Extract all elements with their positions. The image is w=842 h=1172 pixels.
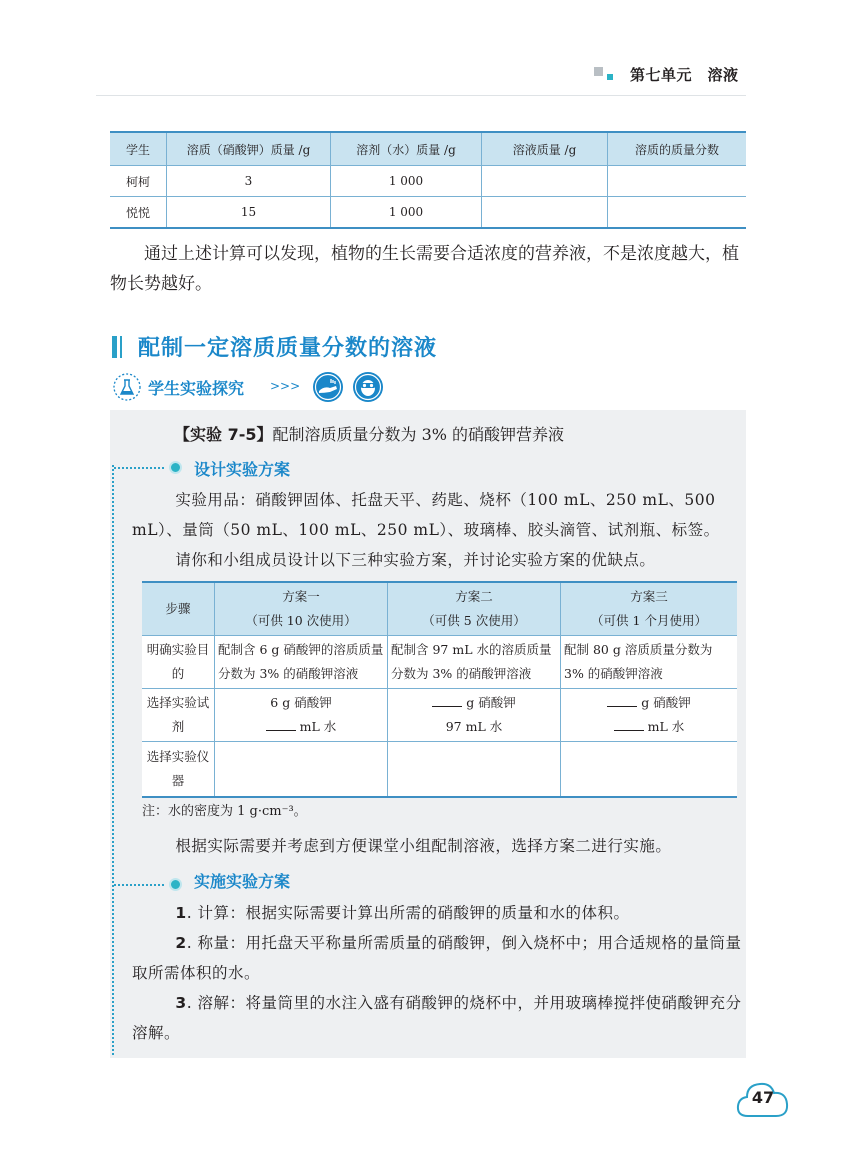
- section-bar-icon: [120, 336, 122, 358]
- hand-wash-icon: [312, 371, 344, 403]
- design-heading: 设计实验方案: [194, 460, 291, 479]
- table-cell: 柯柯: [110, 166, 167, 197]
- dotted-connector: [114, 467, 164, 469]
- materials-text: 实验用品：硝酸钾固体、托盘天平、药匙、烧杯（100 mL、250 mL、500 mL）、量筒（50 mL、100 mL、250 mL）、玻璃棒、胶头滴管、试剂瓶、标签。: [132, 491, 720, 539]
- plan-name: 方案一: [282, 589, 320, 604]
- table-cell: 配制含 6 g 硝酸钾的溶质质量分数为 3% 的硝酸钾溶液: [215, 636, 388, 689]
- reagent-line: 6 g 硝酸钾: [270, 695, 332, 710]
- fill-blank: [266, 718, 296, 731]
- plan-usage: （可供 1 个月使用）: [591, 613, 707, 628]
- table-row: [142, 636, 737, 689]
- mass-fraction-table: [110, 131, 746, 229]
- table-cell: 1 000: [331, 197, 482, 229]
- table-row: [142, 689, 737, 742]
- reagent-line: mL 水: [295, 719, 337, 734]
- table-header: [388, 582, 561, 636]
- row-label: 选择实验仪器: [142, 742, 215, 798]
- reagent-line: mL 水: [643, 719, 685, 734]
- step-number: 3: [175, 994, 187, 1012]
- density-note: 注：水的密度为 1 g·cm⁻³。: [142, 804, 307, 819]
- implement-heading: 实施实验方案: [194, 872, 291, 891]
- table-cell: 3: [167, 166, 331, 197]
- goggles-icon: [352, 371, 384, 403]
- step-item: [132, 898, 744, 928]
- bullet-icon: [169, 461, 182, 474]
- table-cell: [482, 166, 608, 197]
- header-decoration-accent: [607, 74, 613, 80]
- header-divider: [96, 95, 746, 96]
- fill-blank: [607, 694, 637, 707]
- table-header: 学生: [110, 132, 167, 166]
- table-header: 步骤: [142, 582, 215, 636]
- table-cell: [215, 689, 388, 742]
- table-header: [215, 582, 388, 636]
- step-item: [132, 928, 744, 988]
- table-cell: [482, 197, 608, 229]
- table-header: 溶质的质量分数: [608, 132, 747, 166]
- step-item: [132, 988, 744, 1048]
- table-cell: 配制 80 g 溶质质量分数为 3% 的硝酸钾溶液: [561, 636, 738, 689]
- reagent-line: 97 mL 水: [445, 719, 503, 734]
- table-row: [110, 166, 746, 197]
- header-decoration: [594, 67, 603, 76]
- table-header: [561, 582, 738, 636]
- table-row: [110, 197, 746, 229]
- experiment-bar-arrows: >>>: [270, 379, 301, 393]
- dotted-connector: [114, 884, 164, 886]
- plan-name: 方案三: [630, 589, 668, 604]
- experiment-title-text: 配制溶质质量分数为 3% 的硝酸钾营养液: [272, 425, 565, 444]
- section-title: 配制一定溶质质量分数的溶液: [138, 336, 438, 361]
- fill-blank: [432, 694, 462, 707]
- flask-icon: [112, 372, 142, 402]
- table-header: 溶剂（水）质量 /g: [331, 132, 482, 166]
- reagent-line: g 硝酸钾: [637, 695, 691, 710]
- table-header: 溶质（硝酸钾）质量 /g: [167, 132, 331, 166]
- table-cell: [388, 689, 561, 742]
- plan-choice-text: 根据实际需要并考虑到方便课堂小组配制溶液，选择方案二进行实施。: [175, 837, 672, 855]
- plan-usage: （可供 5 次使用）: [422, 613, 526, 628]
- page-number: 47: [751, 1088, 775, 1107]
- plan-name: 方案二: [455, 589, 493, 604]
- reagent-line: g 硝酸钾: [462, 695, 516, 710]
- design-prompt: 请你和小组成员设计以下三种实验方案，并讨论实验方案的优缺点。: [175, 551, 656, 569]
- table-cell: 15: [167, 197, 331, 229]
- table-cell: [561, 689, 738, 742]
- step-text: . 溶解：将量筒里的水注入盛有硝酸钾的烧杯中，并用玻璃棒搅拌使硝酸钾充分溶解。: [132, 994, 742, 1042]
- table-cell: [215, 742, 388, 798]
- dotted-guide: [112, 465, 114, 1055]
- table-header-row: [142, 582, 737, 636]
- step-text: . 计算：根据实际需要计算出所需的硝酸钾的质量和水的体积。: [186, 904, 630, 922]
- intro-paragraph: 通过上述计算可以发现，植物的生长需要合适浓度的营养液，不是浓度越大，植物长势越好。: [110, 244, 739, 294]
- table-header-row: [110, 132, 746, 166]
- table-cell: [388, 742, 561, 798]
- row-label: 明确实验目的: [142, 636, 215, 689]
- step-number: 2: [175, 934, 187, 952]
- table-cell: [608, 166, 747, 197]
- fill-blank: [614, 718, 644, 731]
- bullet-icon: [169, 878, 182, 891]
- table-cell: 1 000: [331, 166, 482, 197]
- row-label: 选择实验试剂: [142, 689, 215, 742]
- table-cell: [561, 742, 738, 798]
- experiment-bar-label: 学生实验探究: [148, 379, 245, 398]
- experiment-title: [174, 422, 564, 445]
- table-header: 溶液质量 /g: [482, 132, 608, 166]
- table-row: [142, 742, 737, 798]
- section-bar-icon: [112, 336, 117, 358]
- table-cell: 悦悦: [110, 197, 167, 229]
- table-cell: 配制含 97 mL 水的溶质质量分数为 3% 的硝酸钾溶液: [388, 636, 561, 689]
- plan-usage: （可供 10 次使用）: [245, 613, 357, 628]
- step-number: 1: [175, 904, 187, 922]
- plan-table: [142, 581, 737, 798]
- experiment-number: 【实验 7-5】: [174, 425, 273, 444]
- chapter-title: 第七单元 溶液: [630, 66, 739, 84]
- table-cell: [608, 197, 747, 229]
- step-text: . 称量：用托盘天平称量所需质量的硝酸钾，倒入烧杯中；用合适规格的量筒量取所需体积的水。: [132, 934, 742, 982]
